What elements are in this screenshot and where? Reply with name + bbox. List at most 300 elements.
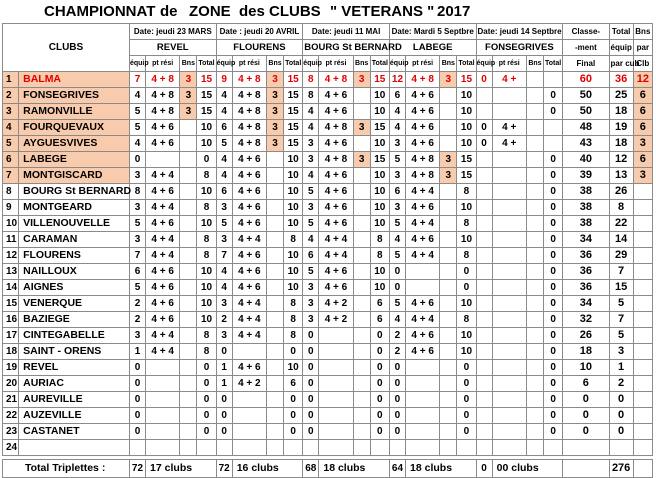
final-ranking-cell: 34 — [563, 232, 609, 248]
equip-cell — [476, 392, 492, 408]
total-cell: 10 — [370, 184, 389, 200]
total-cell: 0 — [197, 424, 216, 440]
table-row — [3, 280, 653, 296]
equip-cell: 5 — [389, 248, 405, 264]
bonus-cell — [266, 344, 283, 360]
equip-cell: 3 — [303, 200, 319, 216]
bonus-cell — [440, 392, 457, 408]
total-cell: 15 — [284, 136, 303, 152]
club-bonus-cell — [633, 424, 652, 440]
points-cell: 4 + 6 — [406, 296, 440, 312]
team-total-cell: 7 — [609, 312, 633, 328]
equip-cell: 0 — [129, 408, 145, 424]
final-ranking-cell: 40 — [563, 152, 609, 168]
points-cell — [492, 376, 526, 392]
bonus-cell — [180, 376, 197, 392]
points-cell: 4 + 6 — [319, 200, 353, 216]
equip-cell: 2 — [129, 312, 145, 328]
points-cell: 4 + 6 — [406, 120, 440, 136]
total-cell: 10 — [457, 344, 476, 360]
final-ranking-cell: 0 — [563, 408, 609, 424]
bonus-cell — [266, 248, 283, 264]
bonus-cell — [353, 312, 370, 328]
equip-cell: 3 — [303, 280, 319, 296]
equip-cell: 2 — [216, 312, 232, 328]
equip-cell: 5 — [216, 216, 232, 232]
points-cell — [319, 408, 353, 424]
bonus-cell — [440, 312, 457, 328]
clubs-column-label: CLUBS — [3, 40, 130, 56]
table-row — [3, 392, 653, 408]
bonus-cell — [266, 232, 283, 248]
points-cell: 4 + 6 — [146, 120, 180, 136]
equip-cell: 4 — [389, 104, 405, 120]
equip-cell — [476, 296, 492, 312]
points-cell: 4 + 8 — [319, 120, 353, 136]
team-total-cell — [609, 440, 633, 456]
equip-cell: 4 — [303, 120, 319, 136]
bonus-cell — [526, 392, 543, 408]
points-cell: 4 + 6 — [406, 200, 440, 216]
total-cell: 10 — [197, 136, 216, 152]
bonus-cell — [526, 152, 543, 168]
table-row — [3, 328, 653, 344]
rank-cell: 14 — [3, 280, 19, 296]
bonus-cell — [353, 200, 370, 216]
club-bonus-cell: 6 — [633, 88, 652, 104]
bonus-cell — [180, 200, 197, 216]
club-bonus-cell: 6 — [633, 152, 652, 168]
sub-header: Bns — [440, 56, 457, 72]
equip-cell: 6 — [129, 264, 145, 280]
bonus-cell: 3 — [266, 72, 283, 88]
total-cell: 0 — [370, 392, 389, 408]
points-cell: 4 + 6 — [319, 184, 353, 200]
total-cell: 0 — [544, 424, 563, 440]
points-cell: 4 + 6 — [146, 216, 180, 232]
equip-cell: 0 — [389, 360, 405, 376]
points-cell: 4 + 4 — [232, 296, 266, 312]
empty-cell — [563, 460, 609, 478]
equip-cell: 4 — [216, 152, 232, 168]
points-cell: 4 + 8 — [406, 152, 440, 168]
points-cell — [319, 392, 353, 408]
total-cell: 15 — [197, 72, 216, 88]
round-total-clubs: 16 clubs — [232, 460, 303, 478]
round-total-clubs: 00 clubs — [492, 460, 563, 478]
equip-cell: 0 — [303, 392, 319, 408]
final-ranking-cell: 26 — [563, 328, 609, 344]
table-row — [3, 216, 653, 232]
total-cell: 15 — [370, 72, 389, 88]
team-total-cell: 26 — [609, 184, 633, 200]
total-cell: 15 — [197, 88, 216, 104]
round-venue: FLOURENS — [216, 40, 303, 56]
bonus-cell — [180, 168, 197, 184]
points-cell: 4 + — [492, 72, 526, 88]
total-cell: 10 — [457, 232, 476, 248]
total-cell: 0 — [544, 376, 563, 392]
final-ranking-cell: 38 — [563, 216, 609, 232]
club-bonus-cell — [633, 344, 652, 360]
classement-header: Classe- — [563, 24, 609, 40]
equip-cell: 0 — [389, 376, 405, 392]
points-cell — [492, 232, 526, 248]
equip-cell: 4 — [389, 312, 405, 328]
club-name: FONSEGRIVES — [19, 88, 130, 104]
total-cell: 8 — [457, 248, 476, 264]
round-date: Date: Mardi 5 Septbre — [389, 24, 476, 40]
bonus-cell — [526, 440, 543, 456]
bonus-cell — [353, 184, 370, 200]
bonus-cell — [266, 392, 283, 408]
total-cell: 0 — [544, 248, 563, 264]
club-name: LABEGE — [19, 152, 130, 168]
final-ranking-cell: 50 — [563, 88, 609, 104]
club-name: FLOURENS — [19, 248, 130, 264]
table-row — [3, 232, 653, 248]
total-cell — [370, 440, 389, 456]
final-ranking-cell: 48 — [563, 120, 609, 136]
bonus-cell: 3 — [266, 88, 283, 104]
points-cell: 4 + 6 — [406, 88, 440, 104]
bonus-cell — [353, 408, 370, 424]
grand-total: 276 — [609, 460, 633, 478]
equip-cell: 0 — [216, 344, 232, 360]
bonus-cell — [353, 424, 370, 440]
bonus-cell — [526, 264, 543, 280]
points-cell: 4 + 8 — [146, 72, 180, 88]
rank-cell: 13 — [3, 264, 19, 280]
equip-cell: 0 — [476, 136, 492, 152]
bonus-cell: 3 — [180, 104, 197, 120]
rank-cell: 22 — [3, 408, 19, 424]
rank-cell: 5 — [3, 136, 19, 152]
bonus-cell — [526, 408, 543, 424]
total-cell: 8 — [284, 328, 303, 344]
equip-cell: 4 — [303, 104, 319, 120]
total-cell: 10 — [197, 120, 216, 136]
points-cell — [319, 360, 353, 376]
points-cell — [406, 360, 440, 376]
total-cell — [457, 440, 476, 456]
team-total-cell: 5 — [609, 328, 633, 344]
equip-cell: 4 — [303, 232, 319, 248]
bonus-cell — [440, 280, 457, 296]
round-venue: LABEGE — [389, 40, 476, 56]
bonus-cell — [266, 200, 283, 216]
team-total-cell: 19 — [609, 120, 633, 136]
bonus-cell — [353, 168, 370, 184]
total-cell: 10 — [197, 280, 216, 296]
total-cell: 0 — [370, 344, 389, 360]
bonus-cell — [526, 120, 543, 136]
club-bonus-cell: 3 — [633, 168, 652, 184]
equip-cell: 12 — [389, 72, 405, 88]
team-total-cell: 0 — [609, 424, 633, 440]
equip-cell — [216, 440, 232, 456]
equip-cell — [476, 200, 492, 216]
bonus-cell — [180, 216, 197, 232]
points-cell — [319, 328, 353, 344]
final-ranking-cell: 6 — [563, 376, 609, 392]
standings-table — [2, 23, 653, 478]
table-row — [3, 120, 653, 136]
bonus-cell: 3 — [266, 104, 283, 120]
table-row — [3, 344, 653, 360]
sub-header: Bns — [180, 56, 197, 72]
bonus-cell — [266, 296, 283, 312]
bonus-cell — [266, 408, 283, 424]
bonus-cell — [180, 136, 197, 152]
total-cell: 15 — [284, 104, 303, 120]
empty-cell — [633, 460, 652, 478]
equip-cell — [476, 408, 492, 424]
points-cell: 4 + 8 — [146, 88, 180, 104]
bonus-cell — [180, 360, 197, 376]
final-ranking-cell: 60 — [563, 72, 609, 88]
points-cell: 4 + 4 — [406, 184, 440, 200]
equip-cell: 0 — [303, 376, 319, 392]
bonus-cell — [266, 216, 283, 232]
rank-cell: 1 — [3, 72, 19, 88]
equip-cell: 1 — [216, 360, 232, 376]
sub-header: pt rési — [232, 56, 266, 72]
bonus-cell — [440, 440, 457, 456]
points-cell: 4 + 4 — [146, 232, 180, 248]
equip-cell — [476, 424, 492, 440]
equip-cell: 5 — [129, 104, 145, 120]
rank-cell: 20 — [3, 376, 19, 392]
equip-cell: 1 — [216, 376, 232, 392]
total-cell: 0 — [544, 184, 563, 200]
points-cell: 4 + 8 — [319, 72, 353, 88]
bonus-cell — [266, 360, 283, 376]
equip-cell: 3 — [303, 152, 319, 168]
equip-cell — [476, 88, 492, 104]
final-ranking-cell: 43 — [563, 136, 609, 152]
points-cell — [406, 392, 440, 408]
total-cell: 10 — [197, 264, 216, 280]
total-cell — [544, 440, 563, 456]
total-cell: 10 — [284, 248, 303, 264]
club-name: AIGNES — [19, 280, 130, 296]
equip-cell: 4 — [216, 168, 232, 184]
club-name: VILLENOUVELLE — [19, 216, 130, 232]
total-cell: 0 — [457, 424, 476, 440]
final-ranking-cell: 0 — [563, 392, 609, 408]
club-bonus-cell — [633, 216, 652, 232]
bonus-cell — [440, 328, 457, 344]
total-cell: 15 — [457, 152, 476, 168]
total-cell: 0 — [544, 344, 563, 360]
equip-cell: 3 — [129, 328, 145, 344]
points-cell — [146, 440, 180, 456]
club-name: FOURQUEVAUX — [19, 120, 130, 136]
bonus-cell — [266, 280, 283, 296]
equip-cell: 0 — [129, 392, 145, 408]
rank-cell: 18 — [3, 344, 19, 360]
club-bonus-cell — [633, 440, 652, 456]
bonus-cell — [353, 328, 370, 344]
team-total-cell: 1 — [609, 360, 633, 376]
sub-header: Total — [544, 56, 563, 72]
round-total-teams: 72 — [129, 460, 145, 478]
table-row — [3, 152, 653, 168]
rank-cell: 6 — [3, 152, 19, 168]
total-cell: 0 — [370, 360, 389, 376]
table-row — [3, 360, 653, 376]
bonus-cell — [353, 376, 370, 392]
rank-cell: 3 — [3, 104, 19, 120]
bonus-cell — [180, 248, 197, 264]
bonus-cell — [526, 280, 543, 296]
equip-cell: 0 — [476, 72, 492, 88]
bonus-cell — [526, 216, 543, 232]
total-cell: 10 — [284, 264, 303, 280]
points-cell — [232, 424, 266, 440]
bonus-cell — [526, 184, 543, 200]
total-cell: 15 — [370, 120, 389, 136]
total-cell: 10 — [457, 104, 476, 120]
final-ranking-cell: 18 — [563, 344, 609, 360]
bonus-cell — [526, 424, 543, 440]
points-cell: 4 + — [492, 120, 526, 136]
final-ranking-cell: 36 — [563, 248, 609, 264]
points-cell — [319, 440, 353, 456]
bns-header: Clb — [633, 56, 652, 72]
team-total-cell: 5 — [609, 296, 633, 312]
points-cell — [492, 104, 526, 120]
equip-cell: 6 — [216, 120, 232, 136]
table-row — [3, 376, 653, 392]
bonus-cell — [440, 344, 457, 360]
equip-cell: 0 — [389, 424, 405, 440]
equip-cell: 3 — [129, 232, 145, 248]
points-cell: 4 + 4 — [232, 328, 266, 344]
points-cell: 4 + 8 — [319, 152, 353, 168]
points-cell: 4 + 4 — [406, 216, 440, 232]
points-cell — [146, 152, 180, 168]
final-ranking-cell: 0 — [563, 424, 609, 440]
round-total-teams: 72 — [216, 460, 232, 478]
equip-cell — [389, 440, 405, 456]
bns-header: par — [633, 40, 652, 56]
equip-cell: 0 — [389, 280, 405, 296]
bonus-cell — [440, 408, 457, 424]
points-cell: 4 + 6 — [406, 136, 440, 152]
points-cell — [232, 392, 266, 408]
corner-cell — [3, 56, 130, 72]
total-cell: 8 — [197, 328, 216, 344]
club-name: REVEL — [19, 360, 130, 376]
bonus-cell — [526, 88, 543, 104]
total-cell: 10 — [197, 312, 216, 328]
total-cell: 10 — [457, 120, 476, 136]
table-row — [3, 264, 653, 280]
total-cell: 8 — [457, 312, 476, 328]
points-cell — [146, 408, 180, 424]
table-row — [3, 72, 653, 88]
total-cell: 15 — [284, 88, 303, 104]
points-cell: 4 + 6 — [406, 232, 440, 248]
equip-cell: 4 — [129, 88, 145, 104]
equip-cell: 0 — [303, 328, 319, 344]
bonus-cell — [526, 344, 543, 360]
total-cell: 0 — [197, 392, 216, 408]
total-cell: 0 — [544, 104, 563, 120]
team-total-cell: 2 — [609, 376, 633, 392]
club-name: BALMA — [19, 72, 130, 88]
total-cell: 0 — [544, 216, 563, 232]
equip-cell: 3 — [216, 328, 232, 344]
equip-cell: 0 — [216, 392, 232, 408]
club-name: CINTEGABELLE — [19, 328, 130, 344]
points-cell — [492, 184, 526, 200]
bonus-cell — [180, 184, 197, 200]
total-cell: 0 — [457, 280, 476, 296]
team-total-cell: 0 — [609, 392, 633, 408]
equip-cell: 5 — [303, 184, 319, 200]
sub-header: équip — [389, 56, 405, 72]
page-title: CHAMPIONNAT de ZONE des CLUBS " VETERANS " 2017 — [44, 3, 471, 20]
total-cell: 0 — [544, 200, 563, 216]
rank-cell: 9 — [3, 200, 19, 216]
points-cell: 4 + 4 — [232, 232, 266, 248]
bonus-cell — [180, 440, 197, 456]
points-cell: 4 + 6 — [146, 184, 180, 200]
bonus-cell — [526, 136, 543, 152]
round-total-teams: 64 — [389, 460, 405, 478]
bonus-cell — [440, 296, 457, 312]
equip-cell — [476, 312, 492, 328]
total-cell: 10 — [370, 216, 389, 232]
equip-cell: 3 — [303, 312, 319, 328]
points-cell: 4 + 6 — [232, 168, 266, 184]
club-bonus-cell: 6 — [633, 104, 652, 120]
total-cell: 0 — [197, 376, 216, 392]
points-cell: 4 + 6 — [146, 296, 180, 312]
rank-cell: 15 — [3, 296, 19, 312]
equip-cell — [476, 328, 492, 344]
club-bonus-cell — [633, 392, 652, 408]
sub-header: pt rési — [319, 56, 353, 72]
total-header: Total — [609, 24, 633, 40]
equip-cell — [476, 280, 492, 296]
round-total-clubs: 17 clubs — [146, 460, 217, 478]
rank-cell: 16 — [3, 312, 19, 328]
points-cell: 4 + 6 — [319, 216, 353, 232]
total-cell: 0 — [284, 392, 303, 408]
total-cell: 0 — [457, 264, 476, 280]
total-cell — [544, 72, 563, 88]
equip-cell: 7 — [216, 248, 232, 264]
bonus-cell — [180, 344, 197, 360]
sub-header: Total — [370, 56, 389, 72]
equip-cell: 6 — [216, 184, 232, 200]
sub-header: Total — [197, 56, 216, 72]
round-venue: BOURG St BERNARD — [303, 40, 390, 56]
points-cell: 4 + 6 — [232, 248, 266, 264]
bonus-cell — [440, 264, 457, 280]
equip-cell: 5 — [216, 136, 232, 152]
points-cell: 4 + 8 — [406, 168, 440, 184]
bonus-cell — [353, 136, 370, 152]
club-bonus-cell — [633, 376, 652, 392]
points-cell: 4 + 4 — [406, 248, 440, 264]
bonus-cell — [353, 104, 370, 120]
bonus-cell — [440, 136, 457, 152]
